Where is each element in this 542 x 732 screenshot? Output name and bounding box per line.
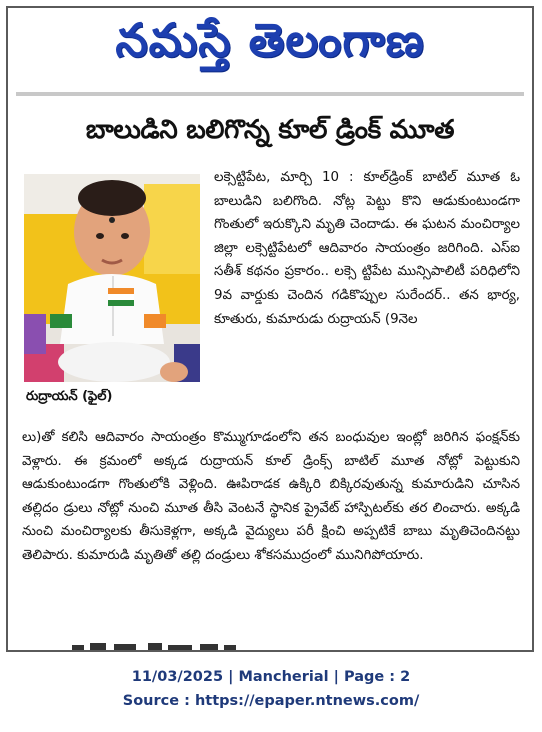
cut-off-next-article — [68, 638, 248, 652]
photo-caption: రుద్రాయన్ (ఫైల్) — [26, 389, 113, 404]
article-headline: బాలుడిని బలిగొన్న కూల్ డ్రింక్ మూత — [85, 115, 455, 145]
masthead-divider — [16, 92, 524, 96]
masthead — [8, 8, 532, 84]
article-photo — [24, 174, 200, 382]
newspaper-clipping — [6, 6, 534, 652]
footer-date-edition-page: 11/03/2025 | Mancherial | Page : 2 — [131, 669, 411, 685]
article-body-full-width: లు)తో కలిసి ఆదివారం సాయంత్రం కొమ్ముగూడంలోని తన బంధువుల ఇంట్లో జరిగిన ఫంక్షన్‌కు వెళ్లారు. ఈ క్రమంలో అక్కడ రుద్రాయన్ కూల్ డ్రింక్స్ బాటిల్ మూత నోట్లో పెట్టుకుని ఆడుకుంటుండగా గొంతులోకి వెళ్లింది. ఊపిరాడక ఉక్కిరి బిక్కిరవుతున్న కుమారుడిని చూసిన తల్లిదం డ్రులు నోట్లో నుంచి మూత తీసి వెంటనే స్థానిక ప్రైవేట్ హాస్పిటల్‌కు తర లించారు. అక్కడి నుంచి మంచిర్యాలకు తీసుకెళ్లగా, అక్కడి వైద్యులు పరీ క్షించి అప్పటికే బాబు మృతిచెందినట్టు తెలిపారు. కుమారుడి మృతితో తల్లి దండ్రులు శోకసముద్రంలో మునిగిపోయారు. — [22, 430, 520, 563]
footer-source: Source : https://epaper.ntnews.com/ — [122, 693, 420, 709]
baby-photo-illustration — [24, 174, 200, 382]
masthead-title: నమస్తే తెలంగాణ — [115, 13, 425, 67]
article-body-right-column: లక్సెట్టిపేట, మార్చి 10 : కూల్‌డ్రింక్ బాటిల్ మూత ఓ బాలుడిని బలిగొంది. నోట్ల పెట్టు కొని ఆడుకుంటుండగా గొంతులో ఇరుక్కొని మృతి చెందాడు. ఈ ఘటన మంచిర్యాల జిల్లా లక్సెట్టిపేటలో ఆదివారం సాయంత్రం జరిగింది. ఎస్ఐ సతీశ్ కథనం ప్రకారం.. లక్సె ట్టిపేట మున్సిపాలిటీ పరిధిలోని 9వ వార్డుకు చెందిన గడికొప్పుల సురేందర్.. తన భార్య, కూతురు, కుమారుడు రుద్రాయన్ (9నెల — [214, 170, 520, 327]
